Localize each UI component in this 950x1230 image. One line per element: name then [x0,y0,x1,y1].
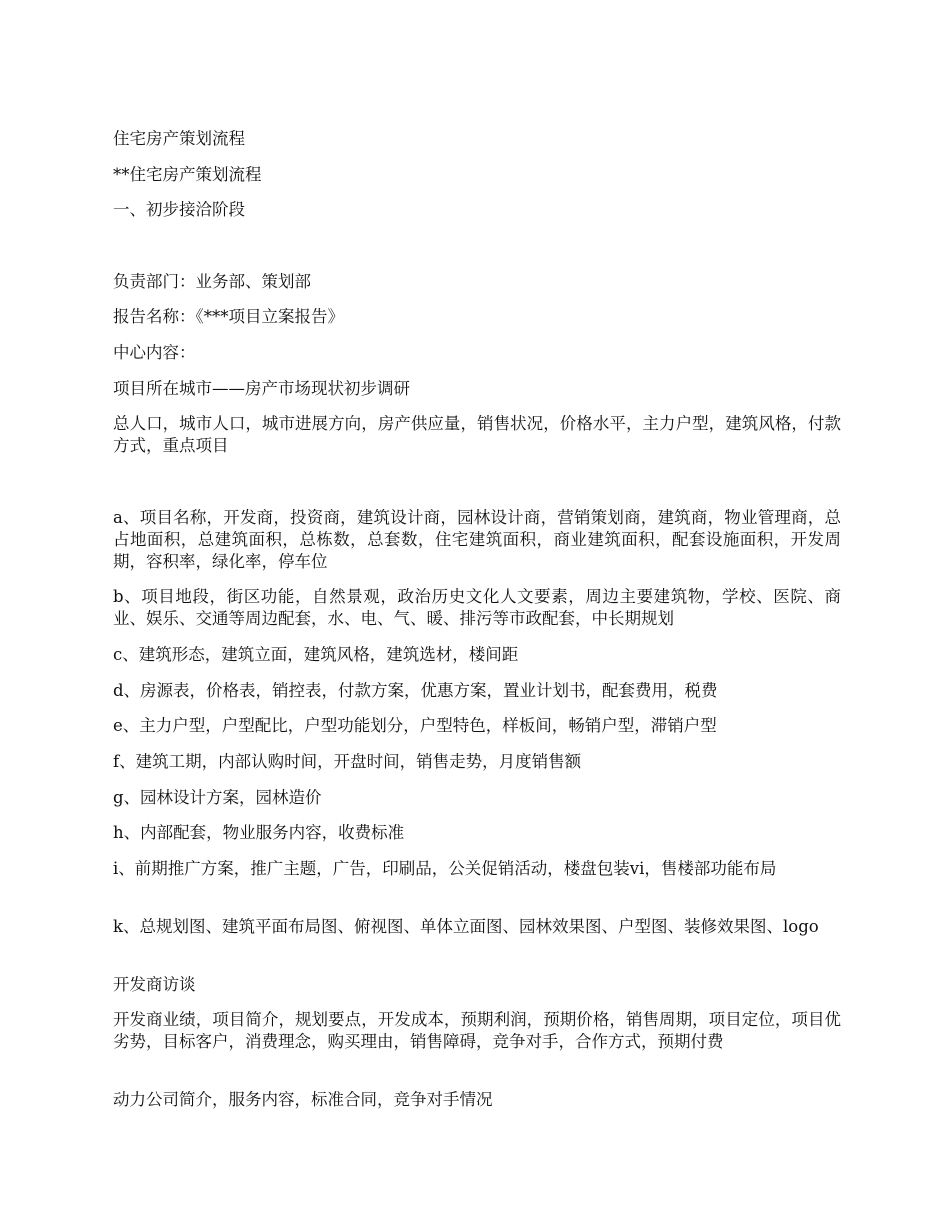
list-item: i、前期推广方案，推广主题，广告，印刷品，公关促销活动，楼盘包装vi，售楼部功能布局 [113,859,777,878]
list-item: f、建筑工期，内部认购时间，开盘时间，销售走势，月度销售额 [113,752,582,771]
market-factors-paragraph: 总人口，城市人口，城市进展方向，房产供应量，销售状况，价格水平，主力户型，建筑风格，付款方式，重点项目 [113,414,841,455]
document-title: 住宅房产策划流程 [113,129,245,148]
list-item: a、项目名称，开发商，投资商，建筑设计商，园林设计商，营销策划商，建筑商，物业管理商，总占地面积，总建筑面积，总栋数，总套数，住宅建筑面积，商业建筑面积，配套设施面积，开发周期，容积率，绿化率，停车位 [113,508,841,571]
report-name: 报告名称：《***项目立案报告》 [113,307,344,326]
list-item: g、园林设计方案，园林造价 [113,788,322,807]
developer-interview-paragraph: 开发商业绩，项目简介，规划要点，开发成本，预期利润，预期价格，销售周期，项目定位，项目优劣势，目标客户，消费理念，购买理由，销售障碍，竞争对手，合作方式，预期付费 [113,1010,841,1051]
document-subtitle: **住宅房产策划流程 [113,165,262,184]
core-content-label: 中心内容： [113,343,196,362]
list-item: d、房源表，价格表，销控表，付款方案，优惠方案，置业计划书，配套费用，税费 [113,681,718,700]
list-item: k、总规划图、建筑平面布局图、俯视图、单体立面图、园林效果图、户型图、装修效果图、logo [113,917,819,936]
market-research-line: 项目所在城市——房产市场现状初步调研 [113,379,410,398]
list-item: h、内部配套，物业服务内容，收费标准 [113,823,405,842]
company-intro-paragraph: 动力公司简介，服务内容，标准合同，竞争对手情况 [113,1090,493,1109]
list-item: b、项目地段，街区功能，自然景观，政治历史文化人文要素，周边主要建筑物，学校、医院、商业、娱乐、交通等周边配套，水、电、气、暖、排污等市政配套，中长期规划 [113,587,841,628]
responsible-department: 负责部门：业务部、策划部 [113,272,311,291]
section-heading: 一、初步接洽阶段 [113,200,245,219]
list-item: e、主力户型，户型配比，户型功能划分，户型特色，样板间，畅销户型，滞销户型 [113,716,717,735]
developer-interview-heading: 开发商访谈 [113,975,196,994]
list-item: c、建筑形态，建筑立面，建筑风格，建筑选材，楼间距 [113,645,519,664]
